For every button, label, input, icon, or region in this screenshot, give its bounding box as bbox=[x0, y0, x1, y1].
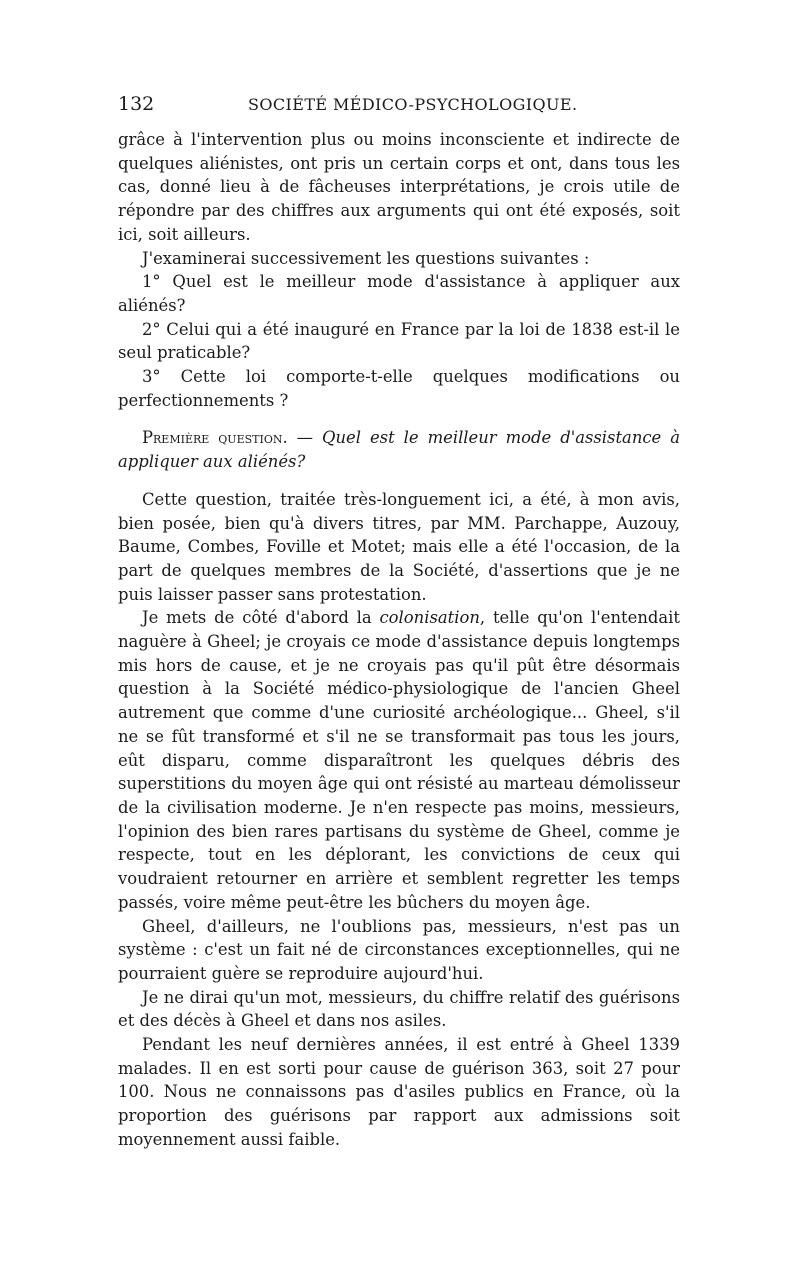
section-spacer bbox=[118, 474, 680, 488]
text-run: , telle qu'on l'entendait naguère à Gheel; je croyais ce mode d'assistance depuis longtemps mis hors de cause, et je ne croyais pas qu'il pût être désormais question à la Société médico-physiologique de l'ancien Gheel autrement que comme d'une curiosité archéologique... Gheel, s'il ne se fût transformé et s'il ne se transformait pas tous les jours, eût disparu, comme disparaîtront les quelques débris des superstitions du moyen âge qui ont résisté au marteau démolisseur de la civilisation moderne. Je n'en respecte pas moins, messieurs, l'opinion des bien rares partisans du système de Gheel, comme je respecte, tout en les déplorant, les convictions de ceux qui voudraient retourner en arrière et semblent regretter les temps passés, voire même peut-être les bûchers du moyen âge. bbox=[118, 608, 680, 912]
section-spacer bbox=[118, 412, 680, 426]
paragraph: Cette question, traitée très-longuement ici, a été, à mon avis, bien posée, bien qu'à divers titres, par MM. Parchappe, Auzouy, Baume, Combes, Foville et Motet; mais elle a été l'occasion, de la part de quelques membres de la Société, d'assertions que je ne puis laisser passer sans protestation. bbox=[118, 489, 680, 604]
section-label: Première question. bbox=[142, 428, 288, 448]
paragraph: Pendant les neuf dernières années, il est entré à Gheel 1339 malades. Il en est sorti pour cause de guérison 363, soit 27 pour 100. Nous ne connaissons pas d'asiles publics en France, où la proportion des guérisons par rapport aux admissions soit moyennement aussi faible. bbox=[118, 1035, 680, 1149]
section-heading bbox=[118, 426, 680, 473]
paragraph: Gheel, d'ailleurs, ne l'oublions pas, messieurs, n'est pas un système : c'est un fait né de circonstances exceptionnelles, qui ne pourraient guère se reproduire aujourd'hui. bbox=[118, 916, 680, 983]
text-run: Je mets de côté d'abord la bbox=[142, 608, 380, 628]
paragraph: Je ne dirai qu'un mot, messieurs, du chiffre relatif des guérisons et des décès à Gheel et dans nos asiles. bbox=[118, 987, 680, 1031]
section-question: Quel est le meilleur mode d'assistance à appliquer aux aliénés? bbox=[118, 428, 681, 472]
question-item-2: 2° Celui qui a été inauguré en France par la loi de 1838 est-il le seul praticable? bbox=[118, 319, 680, 363]
emphasis-text: colonisation bbox=[379, 608, 480, 628]
paragraph bbox=[118, 606, 680, 914]
page-number: 132 bbox=[118, 93, 155, 115]
paragraph: grâce à l'intervention plus ou moins inconsciente et indirecte de quelques aliénistes, ont pris un certain corps et ont, dans tous les cas, donné lieu à de fâcheuses interprétations, je crois utile de répondre par des chiffres aux arguments qui ont été exposés, soit ici, soit ailleurs. bbox=[118, 130, 680, 244]
question-item-3: 3° Cette loi comporte-t-elle quelques modifications ou perfectionnements ? bbox=[118, 367, 680, 410]
paragraph: J'examinerai successivement les questions suivantes : bbox=[142, 248, 590, 268]
section-dash: — bbox=[287, 428, 323, 448]
question-item-1: 1° Quel est le meilleur mode d'assistance à appliquer aux aliénés? bbox=[118, 272, 680, 315]
body-text bbox=[118, 128, 680, 1152]
running-title: SOCIÉTÉ MÉDICO-PSYCHOLOGIQUE. bbox=[248, 95, 578, 114]
page-header bbox=[118, 93, 680, 117]
